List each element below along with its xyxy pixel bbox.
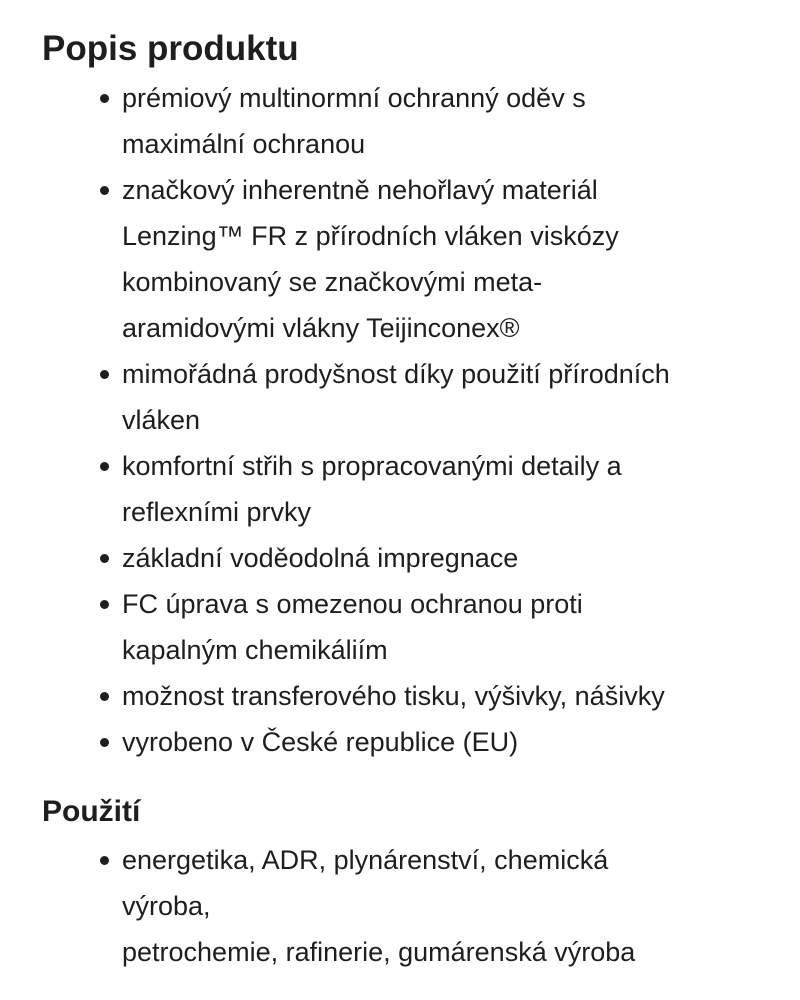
list-item-line: petrochemie, rafinerie, gumárenská výroba <box>122 937 636 967</box>
list-item <box>122 167 760 351</box>
list-item <box>122 581 760 673</box>
list-item-line: možnost transferového tisku, výšivky, nášivky <box>122 681 665 711</box>
list-item-line: maximální ochranou <box>122 129 366 159</box>
list-item <box>122 535 760 581</box>
list-item-line: kombinovaný se značkovými meta- <box>122 267 543 297</box>
section-title-usage: Použití <box>42 795 141 828</box>
list-item-line: vláken <box>122 405 201 435</box>
list-item-line: energetika, ADR, plynárenství, chemická <box>122 845 609 875</box>
list-item-line: výroba, <box>122 891 211 921</box>
description-list <box>42 75 760 765</box>
list-item-line: Lenzing™ FR z přírodních vláken viskózy <box>122 221 619 251</box>
list-item-line: kapalným chemikáliím <box>122 635 388 665</box>
list-item <box>122 75 760 167</box>
list-item-line: FC úprava s omezenou ochranou proti <box>122 589 583 619</box>
list-item-line: vyrobeno v České republice (EU) <box>122 727 519 757</box>
list-item-line: reflexními prvky <box>122 497 312 527</box>
list-item-line: značkový inherentně nehořlavý materiál <box>122 175 598 205</box>
section-title-description: Popis produktu <box>42 29 299 68</box>
list-item-line: základní voděodolná impregnace <box>122 543 519 573</box>
list-item <box>122 443 760 535</box>
usage-list <box>42 837 760 975</box>
list-item-line: komfortní střih s propracovanými detaily a <box>122 451 622 481</box>
list-item <box>122 351 760 443</box>
list-item-line: aramidovými vlákny Teijinconex® <box>122 313 520 343</box>
list-item <box>122 719 760 765</box>
list-item <box>122 837 760 975</box>
list-item-line: prémiový multinormní ochranný oděv s <box>122 83 586 113</box>
list-item-line: mimořádná prodyšnost díky použití přírodních <box>122 359 670 389</box>
list-item <box>122 673 760 719</box>
